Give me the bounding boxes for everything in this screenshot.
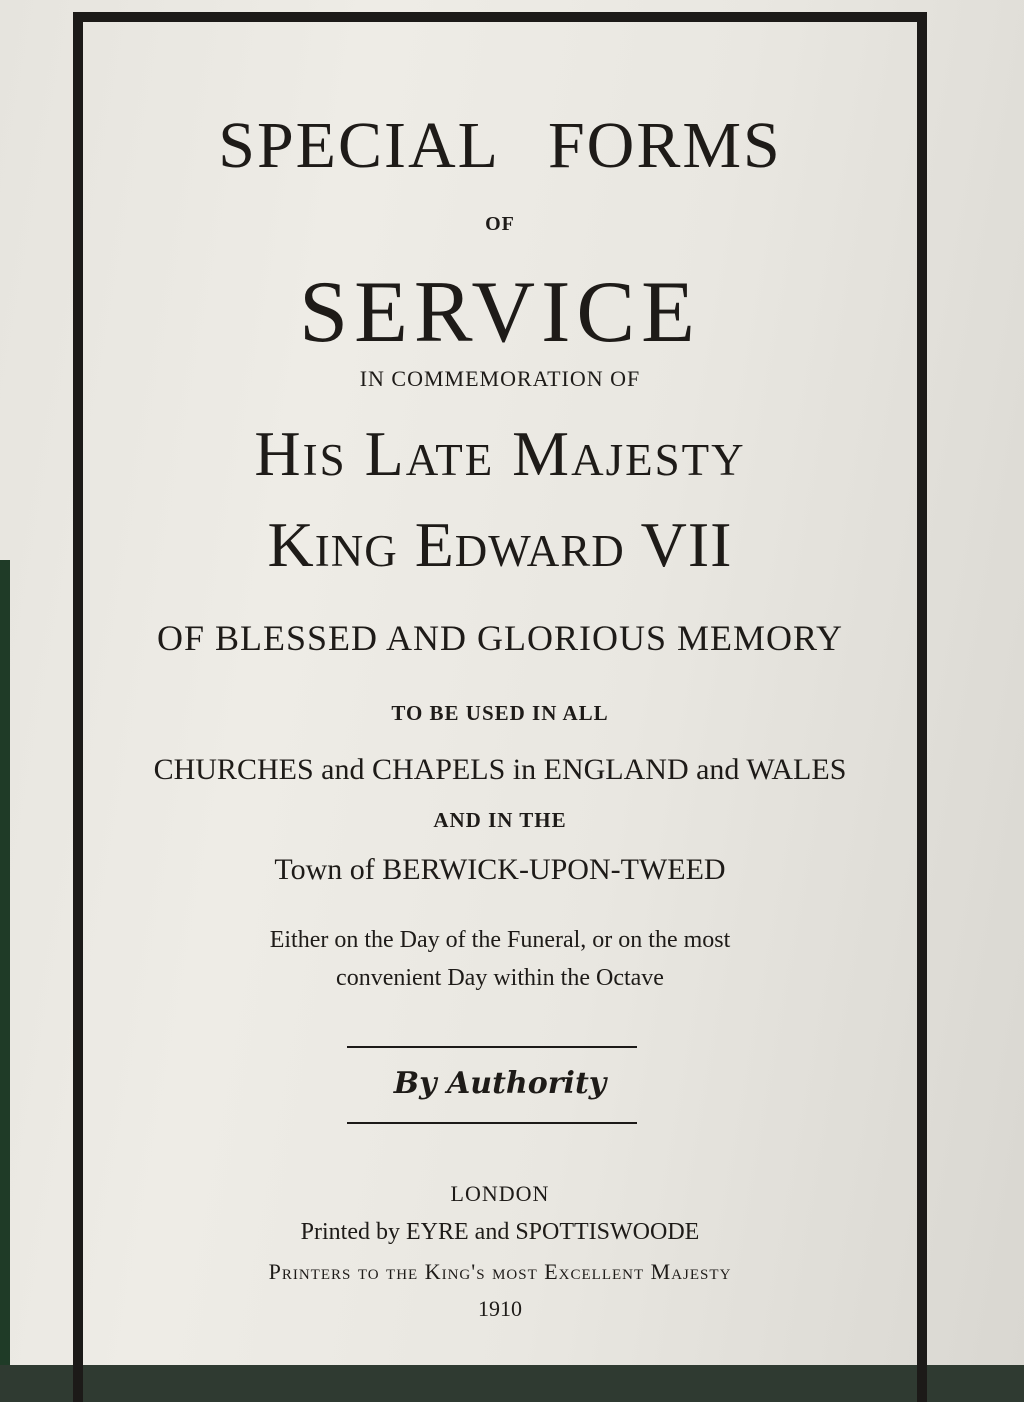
background-edge <box>0 560 10 1365</box>
imprint-year: 1910 <box>478 1296 522 1321</box>
convenient-line: convenient Day within the Octave <box>336 965 664 991</box>
divider-bottom <box>347 1122 637 1124</box>
king-edward: King Edward VII <box>267 509 733 580</box>
his-late-majesty: His Late Majesty <box>254 418 746 489</box>
blessed-memory: OF BLESSED AND GLORIOUS MEMORY <box>156 618 844 658</box>
imprint-printers-to-king: Printers to the King's most Excellent Majesty <box>268 1259 732 1284</box>
title-of: OF <box>485 213 515 235</box>
title-forms: FORMS <box>547 109 782 182</box>
and-in-the: AND IN THE <box>433 808 567 832</box>
imprint-printer: Printed by EYRE and SPOTTISWOODE <box>300 1219 700 1245</box>
title-service: SERVICE <box>299 264 701 361</box>
to-be-used: TO BE USED IN ALL <box>391 701 609 725</box>
commemoration-line: IN COMMEMORATION OF <box>359 366 641 391</box>
churches-line: CHURCHES and CHAPELS in ENGLAND and WALES <box>153 753 847 786</box>
town-line: Town of BERWICK-UPON-TWEED <box>274 853 726 886</box>
title-special-forms <box>60 108 940 184</box>
either-line: Either on the Day of the Funeral, or on the most <box>269 927 731 953</box>
by-authority: By Authority <box>393 1066 607 1101</box>
title-special: SPECIAL <box>218 109 500 182</box>
imprint-city: LONDON <box>450 1181 550 1206</box>
divider-top <box>347 1046 637 1048</box>
